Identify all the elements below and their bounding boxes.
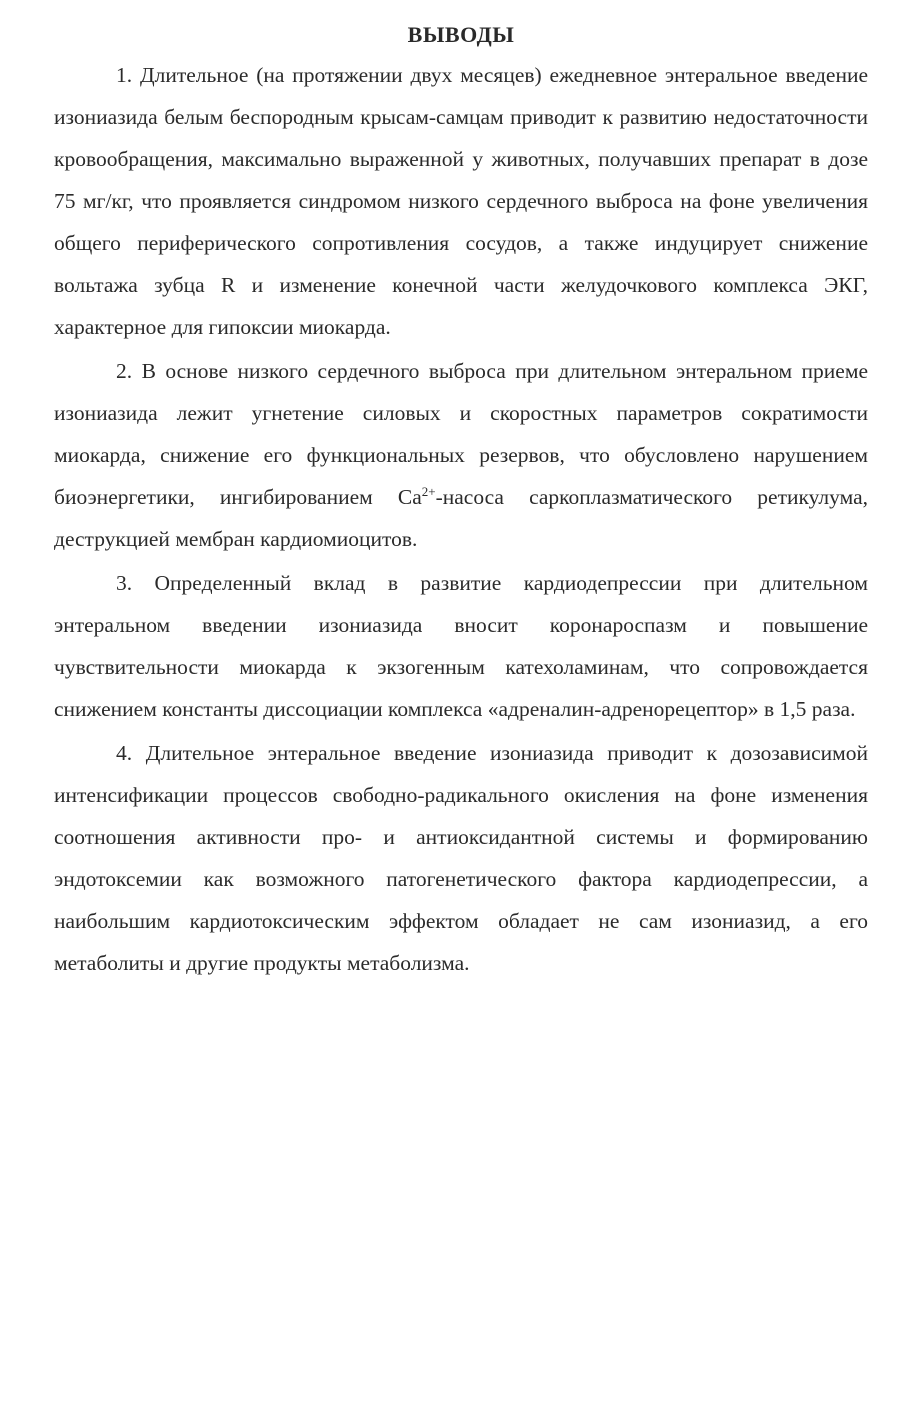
conclusion-4: 4. Длительное энтеральное введение изониазида приводит к дозозависимой интенсификации процессов свободно-радикального окисления на фоне изменения соотношения активности про- и антиоксидантной системы и формированию эндотоксемии как возможного патогенетического фактора кардиодепрессии, а наибольшим кардиотоксическим эффектом обладает не сам изониазид, а его метаболиты и другие продукты метаболизма. [54, 741, 868, 975]
conclusion-2 [54, 350, 868, 560]
calcium-charge-superscript: 2+ [421, 483, 436, 499]
conclusion-2-text-before: 2. В основе низкого сердечного выброса при длительном энтеральном приеме изониазида лежит угнетение силовых и скоростных параметров сократимости миокарда, снижение его функциональных резервов, что обусловлено нарушением биоэнергетики, ингибированием Ca [54, 359, 868, 509]
conclusion-3: 3. Определенный вклад в развитие кардиодепрессии при длительном энтеральном введении изониазида вносит коронароспазм и повышение чувствительности миокарда к экзогенным катехоламинам, что сопровождается снижением константы диссоциации комплекса «адреналин-адренорецептор» в 1,5 раза. [54, 571, 868, 721]
conclusion-2-text-after: -насоса саркоплазматического ретикулума, деструкцией мембран кардиомиоцитов. [54, 485, 868, 551]
page-title: ВЫВОДЫ [407, 22, 515, 47]
conclusion-1: 1. Длительное (на протяжении двух месяцев) ежедневное энтеральное введение изониазида белым беспородным крысам-самцам приводит к развитию недостаточности кровообращения, максимально выраженной у животных, получавших препарат в дозе 75 мг/кг, что проявляется синдромом низкого сердечного выброса на фоне увеличения общего периферического сопротивления сосудов, а также индуцирует снижение вольтажа зубца R и изменение конечной части желудочкового комплекса ЭКГ, характерное для гипоксии миокарда. [54, 63, 868, 339]
